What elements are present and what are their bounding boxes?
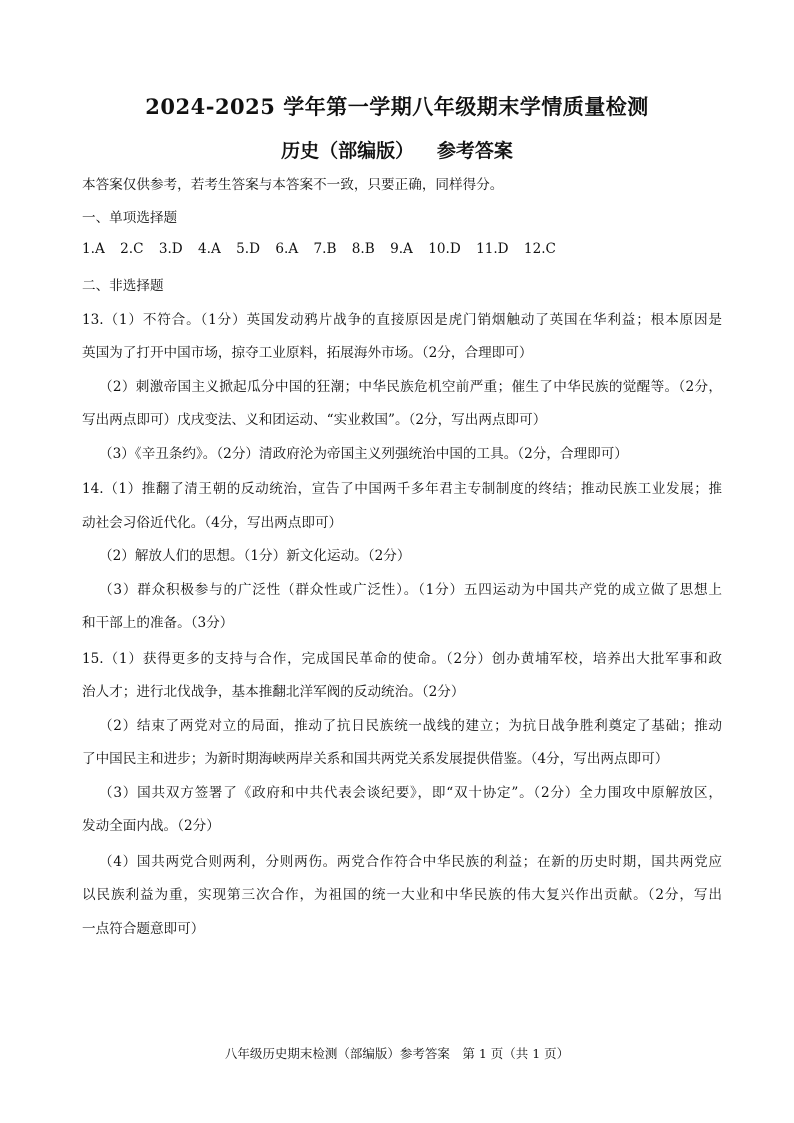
q15-line: （2）结束了两党对立的局面，推动了抗日民族统一战线的建立；为抗日战争胜利奠定了基础；推动 [99,718,722,734]
answer-item: 6.A [275,241,299,257]
q13-line: 13.（1）不符合。（1分）英国发动鸦片战争的直接原因是虎门销烟触动了英国在华利益；根本原因是 [82,312,722,328]
section1-heading: 一、单项选择题 [82,210,178,226]
q15-line: 发动全面内战。（2分） [82,818,220,834]
q15-line: 了中国民主和进步；为新时期海峡两岸关系和国共两党关系发展提供借鉴。（4分，写出两点即可） [82,751,669,767]
q13-line: （3）《辛丑条约》。（2分）清政府沦为帝国主义列强统治中国的工具。（2分，合理即可） [99,446,628,462]
answer-item: 5.D [236,241,261,257]
q14-line: 动社会习俗近代化。（4分，写出两点即可） [82,515,343,531]
q14-line: 和干部上的准备。（3分） [82,615,234,631]
q13-line: 写出两点即可）戊戌变法、义和团运动、“实业救国”。（2分，写出两点即可） [82,412,547,428]
answer-item: 10.D [428,241,461,257]
q15-line: 一点符合题意即可） [82,921,205,937]
section2-heading: 二、非选择题 [82,278,164,294]
q14-line: （3）群众积极参与的广泛性（群众性或广泛性）。（1分）五四运动为中国共产党的成立做了思想上 [99,582,722,598]
q15-line: （3）国共双方签署了《政府和中共代表会谈纪要》，即“双十协定”。（2分）全力围攻中原解放区， [99,785,722,801]
subject-label: 历史（部编版） [281,140,415,162]
q14-line: 14.（1）推翻了清王朝的反动统治，宣告了中国两千多年君主专制制度的终结；推动民族工业发展；推 [82,481,722,497]
answer-item: 1.A [82,241,105,257]
answer-item: 8.B [351,241,375,257]
q14-line: （2）解放人们的思想。（1分）新文化运动。（2分） [99,548,411,564]
page-footer: 八年级历史期末检测（部编版）参考答案 第 1 页（共 1 页） [224,1046,570,1061]
document-subtitle [0,136,794,163]
answer-item: 3.D [158,241,183,257]
q13-line: （2）刺激帝国主义掀起瓜分中国的狂潮；中华民族危机空前严重；催生了中华民族的觉醒等。（2分， [99,379,722,395]
q13-line: 英国为了打开中国市场，掠夺工业原料，拓展海外市场。（2分，合理即可） [82,345,533,361]
q15-line: （4）国共两党合则两利，分则两伤。两党合作符合中华民族的利益；在新的历史时期，国共两党应 [99,854,722,870]
answer-item: 4.A [198,241,221,257]
q15-line: 15.（1）获得更多的支持与合作，完成国民革命的使命。（2分）创办黄埔军校，培养出大批军事和政 [82,651,722,667]
q15-line: 以民族利益为重，实现第三次合作，为祖国的统一大业和中华民族的伟大复兴作出贡献。（2分，写出 [82,887,722,903]
doc-type-label: 参考答案 [436,140,513,162]
answer-item: 12.C [523,241,556,257]
answer-item: 11.D [476,241,509,257]
answer-item: 7.B [313,241,337,257]
document-title: 2024-2025 学年第一学期八年级期末学情质量检测 [145,94,649,119]
q15-line: 治人才；进行北伐战争，基本推翻北洋军阀的反动统治。（2分） [82,684,465,700]
multiple-choice-answers [82,241,567,257]
scoring-note: 本答案仅供参考，若考生答案与本答案不一致，只要正确，同样得分。 [82,177,504,193]
answer-item: 2.C [120,241,144,257]
answer-item: 9.A [390,241,413,257]
